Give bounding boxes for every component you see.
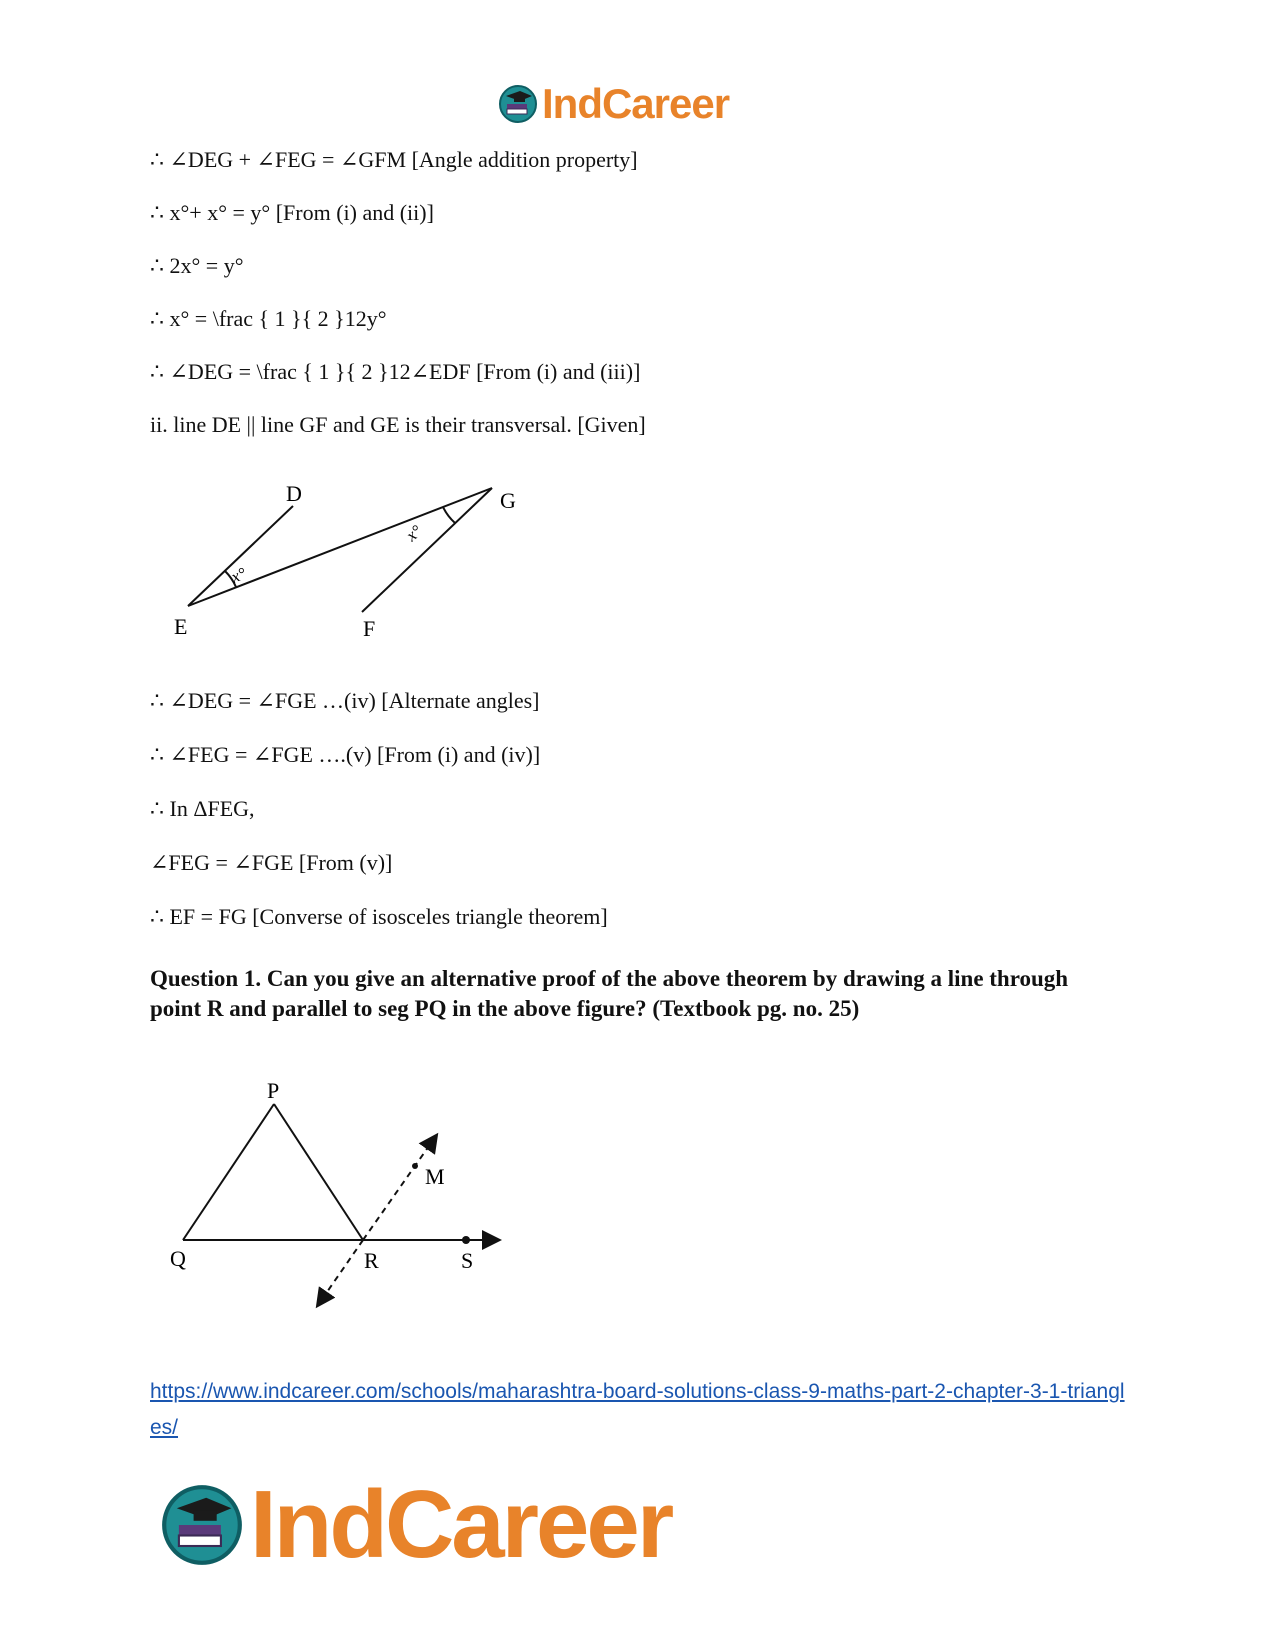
triangle-pqr-figure [150,1080,550,1310]
label-d: D [286,481,302,506]
label-q: Q [170,1246,186,1271]
angle-label-g: x° [402,521,426,546]
angle-arc-g [443,507,455,523]
source-link[interactable]: https://www.indcareer.com/schools/maharashtra-board-solutions-class-9-maths-part-2-chapter-3-1-triangles/ [150,1380,1125,1439]
line-ed [188,506,293,606]
proof-line: ii. line DE || line GF and GE is their transversal. [Given] [150,412,646,437]
proof-line: ∴ ∠DEG = ∠FGE …(iv) [Alternate angles] [150,688,540,713]
proof-line: ∴ ∠DEG = \frac { 1 }{ 2 }12∠EDF [From (i) and (iii)] [150,359,641,384]
label-m: M [425,1164,445,1189]
parallel-lines-figure [150,476,530,641]
point-m [412,1163,418,1169]
question-heading: Question 1. Can you give an alternative proof of the above theorem by drawing a line through point R and parallel to seg PQ in the above figure? (Textbook pg. no. 25) [150,966,1069,1021]
angle-label-e: x° [228,563,249,587]
proof-line: ∴ In ΔFEG, [150,796,255,821]
brand-logo-bottom [160,1470,671,1580]
side-qp [183,1104,274,1240]
label-r: R [364,1248,379,1273]
label-p: P [267,1080,280,1103]
label-f: F [363,616,376,641]
proof-line: ∴ ∠DEG + ∠FEG = ∠GFM [Angle addition property] [150,147,638,172]
proof-line: ∠FEG = ∠FGE [From (v)] [150,850,393,875]
proof-line: ∴ ∠FEG = ∠FGE ….(v) [From (i) and (iv)] [150,742,541,767]
brand-name: IndCareer [250,1471,672,1578]
label-e: E [174,614,188,639]
brand-logo-top [498,80,729,128]
proof-line: ∴ x° = \frac { 1 }{ 2 }12y° [150,306,387,331]
graduation-book-globe-icon [498,84,538,124]
line-eg [188,488,492,606]
proof-line: ∴ EF = FG [Converse of isosceles triangle theorem] [150,904,608,929]
graduation-book-globe-icon [160,1483,244,1567]
point-s [462,1236,470,1244]
proof-line: ∴ 2x° = y° [150,253,244,278]
ray-r-down [318,1240,363,1305]
label-s: S [461,1248,474,1273]
side-pr [274,1104,363,1240]
line-gf [362,488,492,612]
label-g: G [500,488,516,513]
proof-line: ∴ x°+ x° = y° [From (i) and (ii)] [150,200,434,225]
brand-name: IndCareer [542,80,730,127]
